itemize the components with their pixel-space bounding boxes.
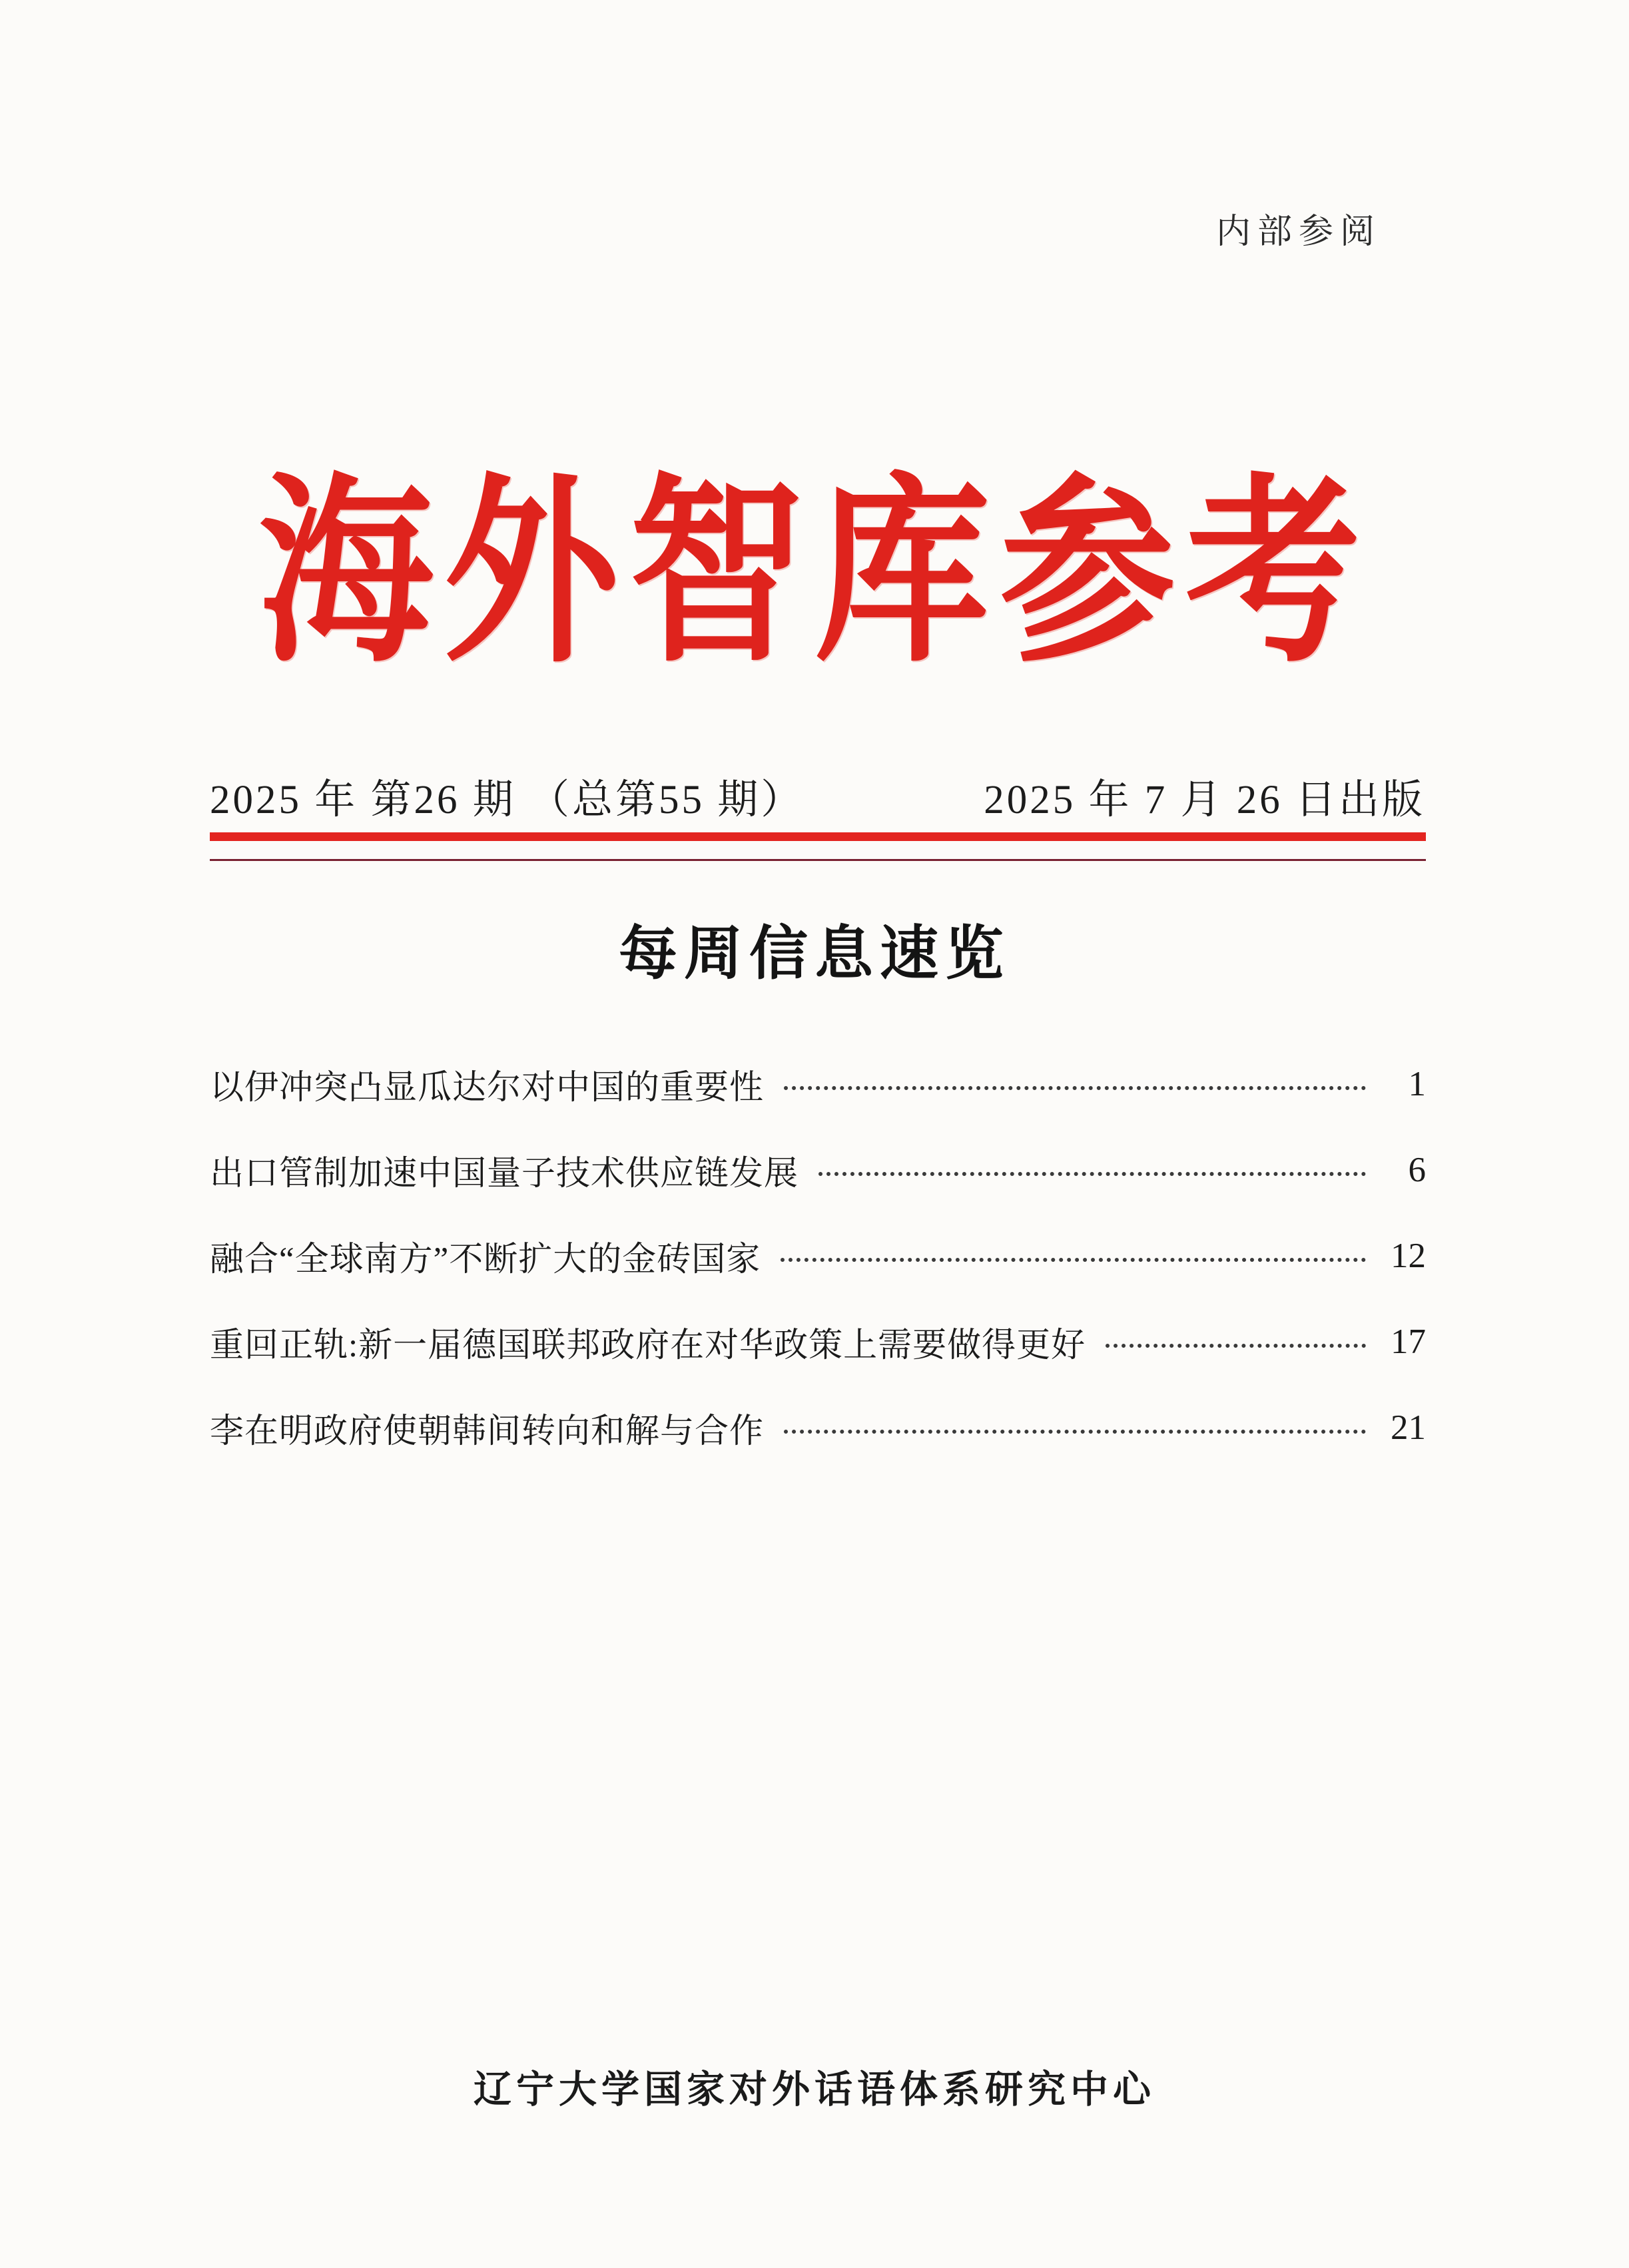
toc-item-title: 重回正轨:新一届德国联邦政府在对华政策上需要做得更好 — [210, 1326, 1086, 1364]
toc-item-title: 李在明政府使朝韩间转向和解与合作 — [210, 1412, 765, 1450]
toc-item — [210, 1041, 1426, 1127]
publisher-footer: 辽宁大学国家对外话语体系研究中心 — [474, 2068, 1155, 2111]
rule-thick-red — [210, 832, 1426, 841]
section-heading: 每周信息速览 — [618, 920, 1010, 986]
toc-page-number: 17 — [1391, 1322, 1426, 1361]
issue-number: 2025 年 第26 期 （总第55 期） — [210, 778, 805, 822]
toc-item-title: 出口管制加速中国量子技术供应链发展 — [210, 1155, 799, 1193]
toc-item — [210, 1127, 1426, 1213]
toc-item-title: 融合“全球南方”不断扩大的金砖国家 — [210, 1241, 761, 1278]
toc-item — [210, 1298, 1426, 1384]
toc-page-number: 21 — [1391, 1408, 1426, 1447]
toc-item — [210, 1213, 1426, 1298]
toc-page-number: 1 — [1408, 1064, 1426, 1103]
toc-item-title: 以伊冲突凸显瓜达尔对中国的重要性 — [210, 1069, 765, 1107]
toc-dot-leader — [781, 1258, 1366, 1262]
masthead-title: 海外智库参考 — [258, 463, 1371, 686]
toc-page-number: 6 — [1408, 1150, 1426, 1189]
toc-page-number: 12 — [1391, 1236, 1426, 1275]
toc-dot-leader — [818, 1172, 1366, 1176]
table-of-contents — [210, 1041, 1426, 1470]
rule-thin-dark — [210, 859, 1426, 861]
masthead — [0, 463, 1629, 686]
toc-item — [210, 1384, 1426, 1470]
issue-row — [210, 767, 1425, 825]
publish-date: 2025 年 7 月 26 日出版 — [984, 778, 1425, 822]
toc-dot-leader — [1106, 1344, 1366, 1348]
toc-dot-leader — [784, 1430, 1366, 1434]
toc-dot-leader — [784, 1086, 1366, 1090]
classification-label: 内部参阅 — [1215, 213, 1381, 251]
